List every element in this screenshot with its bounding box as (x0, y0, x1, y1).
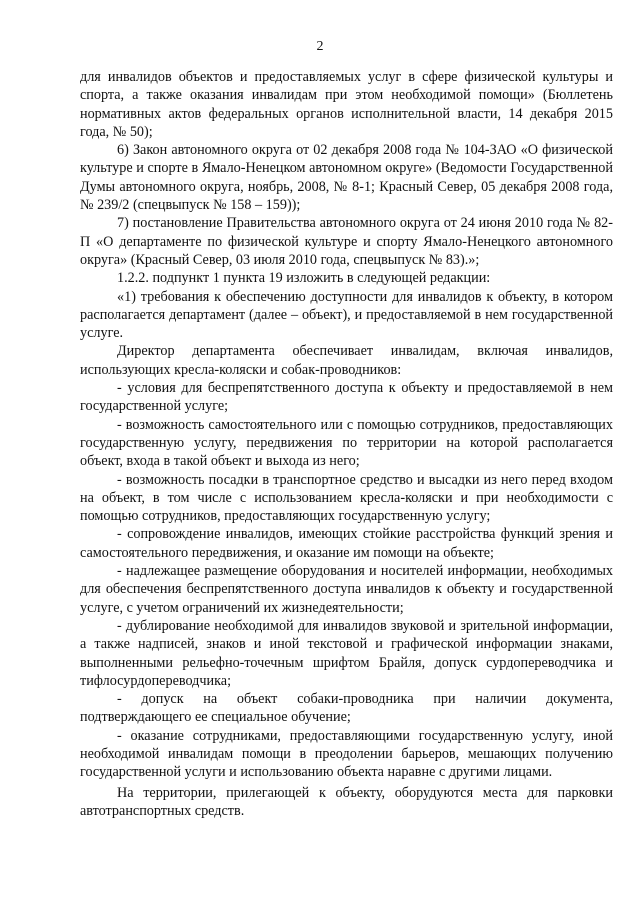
paragraph-parking: На территории, прилегающей к объекту, оборудуются места для парковки автотранспортных средств. (80, 784, 613, 819)
paragraph-continuation: для инвалидов объектов и предоставляемых услуг в сфере физической культуры и спорта, а также оказания инвалидам при этом необходимой помощи» (Бюллетень нормативных актов федеральных органов исполнительной власти, 14 декабря 2015 года, № 50); (80, 69, 613, 140)
paragraph-item-7: 7) постановление Правительства автономного округа от 24 июня 2010 года № 82-П «О департаменте по физической культуре и спорту Ямало-Ненецкого автономного округа» (Красный Север, 03 июля 2010 года, спецвыпуск № 83).»; (80, 215, 613, 268)
list-item: - надлежащее размещение оборудования и носителей информации, необходимых для обеспечения беспрепятственного доступа инвалидов к объекту и государственной услуге, с учетом ограничений их жизнедеятельности; (80, 563, 613, 616)
list-item: - сопровождение инвалидов, имеющих стойкие расстройства функций зрения и самостоятельного передвижения, и оказание им помощи на объекте; (80, 526, 613, 561)
paragraph-item-6: 6) Закон автономного округа от 02 декабря 2008 года № 104-ЗАО «О физической культуре и спорте в Ямало-Ненецком автономном округе» (Ведомости Государственной Думы автономного округа, ноябрь, 2008, № 8-1; Красный Север, 05 декабря 2008 года, № 239/2 (спецвыпуск № 158 – 159)); (80, 142, 613, 214)
paragraph-director: Директор департамента обеспечивает инвалидам, включая инвалидов, использующих кресла-коляски и собак-проводников: (80, 343, 613, 378)
list-item: - дублирование необходимой для инвалидов звуковой и зрительной информации, а также надписей, знаков и иной текстовой и графической информации знаками, выполненными рельефно-точечным шрифтом Брайля, допуск сурдопереводчика и тифлосурдопереводчика; (80, 617, 613, 689)
list-item: - условия для беспрепятственного доступа к объекту и предоставляемой в нем государственной услуге; (80, 380, 613, 415)
list-item: - оказание сотрудниками, предоставляющими государственную услугу, иной необходимой инвалидам помощи в преодолении барьеров, мешающих получению государственной услуги и использованию объекта наравне с другими лицами. (80, 727, 613, 781)
list-item: - допуск на объект собаки-проводника при наличии документа, подтверждающего ее специальное обучение; (80, 691, 613, 726)
list-item: - возможность самостоятельного или с помощью сотрудников, предоставляющих государственную услугу, передвижения по территории на которой располагается объект, входа в такой объект и выхода из него; (80, 416, 613, 470)
list-item: - возможность посадки в транспортное средство и высадки из него перед входом на объект, в том числе с использованием кресла-коляски и при необходимости с помощью сотрудников, предоставляющих государственную услугу; (80, 471, 613, 525)
paragraph-amendment-heading: 1.2.2. подпункт 1 пункта 19 изложить в следующей редакции: (117, 270, 491, 287)
paragraph-requirements: «1) требования к обеспечению доступности для инвалидов к объекту, в котором располагается департамент (далее – объект), и предоставляемой в нем государственной услуге. (80, 288, 613, 342)
document-body (80, 68, 613, 820)
page-number: 2 (316, 39, 324, 54)
